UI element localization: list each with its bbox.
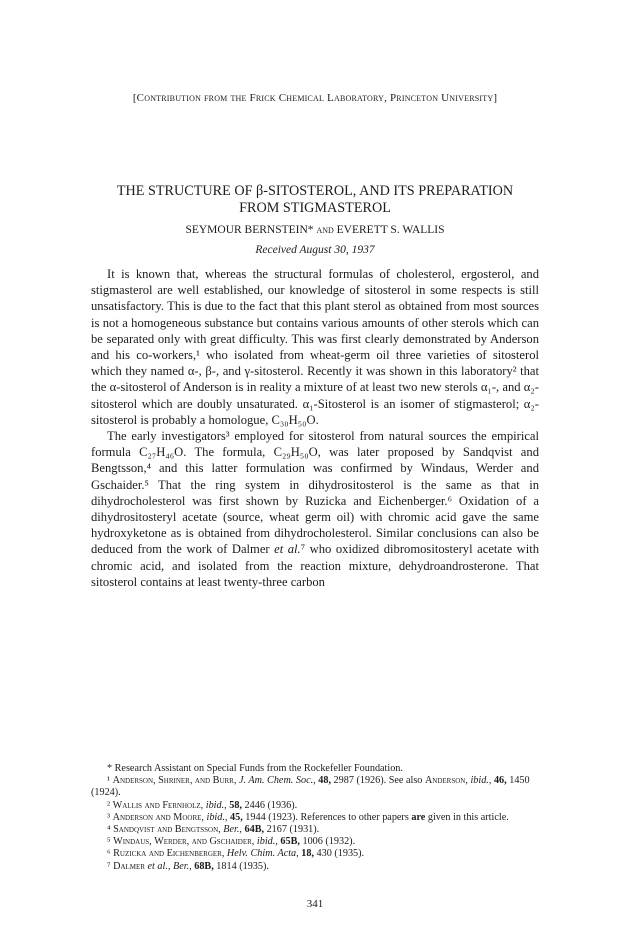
title-line-1: THE STRUCTURE OF β-SITOSTEROL, AND ITS PREPARATION [116,183,514,199]
author-line [80,224,550,236]
paragraph-2-text-a: The early investigators³ employed for sitosterol from natural sources the empirical formula C₂₇H₄₆O. The formula, C₂₉H₅₀O, was later proposed by Sandqvist and Bengtsson,⁴ and this latter formulation was confirmed by Windaus, Werder and Gschaider.⁵ That the ring system in dihydrositosterol is the same as that in dihydrocholesterol was first shown by Ruzicka and Eichenberger.⁶ Oxidation of a dihydrositosteryl acetate (source, wheat germ oil) with chromic acid gave the same hydroxyketone as is obtained from dihydrocholesterol. Similar conclusions can also be deduced from the work of Dalmer [91,429,539,557]
author-1: SEYMOUR BERNSTEIN* [185,224,314,236]
body-paragraph-1: It is known that, whereas the structural formulas of cholesterol, ergosterol, and stigmasterol are well established, our knowledge of sitosterol in some respects is still unsatisfactory. This is due to the fact that this plant sterol as obtained from most sources is not a homogeneous substance but contains various amounts of other sterols which can be separated only with great difficulty. This was first clearly demonstrated by Anderson and his co-workers,¹ who isolated from wheat-germ oil three varieties of sitosterol which they named α-, β-, and γ-sitosterol. Recently it was shown in this laboratory² that the α-sitosterol of Anderson is in reality a mixture of at least two new sterols α₁-, and α₂-sitosterol which are doubly unsaturated. α₁-Sitosterol is an isomer of stigmasterol; α₂-sitosterol is probably a homologue, C₃₀H₅₀O. [91,267,539,427]
footnote-4: ⁴ Sandqvist and Bengtsson, Ber., 64B, 2167 (1931). [107,824,320,836]
paragraph-2-text-b: ⁷ who oxidized dibromositosteryl acetate with chromic acid, and isolated from the reaction mixture, dehydroandrosterone. That sitosterol contains at least twenty-three carbon [91,542,539,589]
article-body [91,266,539,590]
body-paragraph-2 [91,428,539,590]
footnote-3: ³ Anderson and Moore, ibid., 45, 1944 (1923). References to other papers are given in this article. [107,811,509,823]
footnote-1: ¹ Anderson, Shriner, and Burr, J. Am. Chem. Soc., 48, 2987 (1926). See also Anderson, ibid., 46, 1450 (1924). [91,775,530,799]
paragraph-2-et-al: et al. [274,542,301,557]
footnote-star: * Research Assistant on Special Funds from the Rockefeller Foundation. [107,763,403,774]
received-date: Received August 30, 1937 [255,244,375,256]
article-title [80,183,550,217]
page-number: 341 [306,898,324,910]
footnote-6: ⁶ Ruzicka and Eichenberger, Helv. Chim. Acta, 18, 430 (1935). [107,848,365,860]
author-2: EVERETT S. WALLIS [336,224,445,236]
title-line-2: FROM STIGMASTEROL [239,200,391,216]
footnote-7: ⁷ Dalmer et al., Ber., 68B, 1814 (1935). [107,860,269,872]
contribution-header: [Contribution from the Frick Chemical Laboratory, Princeton University] [132,92,498,104]
author-conjunction: and [316,224,334,236]
footnotes [91,763,539,873]
footnote-5: ⁵ Windaus, Werder, and Gschaider, ibid., 65B, 1006 (1932). [107,836,356,848]
footnote-2: ² Wallis and Fernholz, ibid., 58, 2446 (1936). [107,799,298,811]
